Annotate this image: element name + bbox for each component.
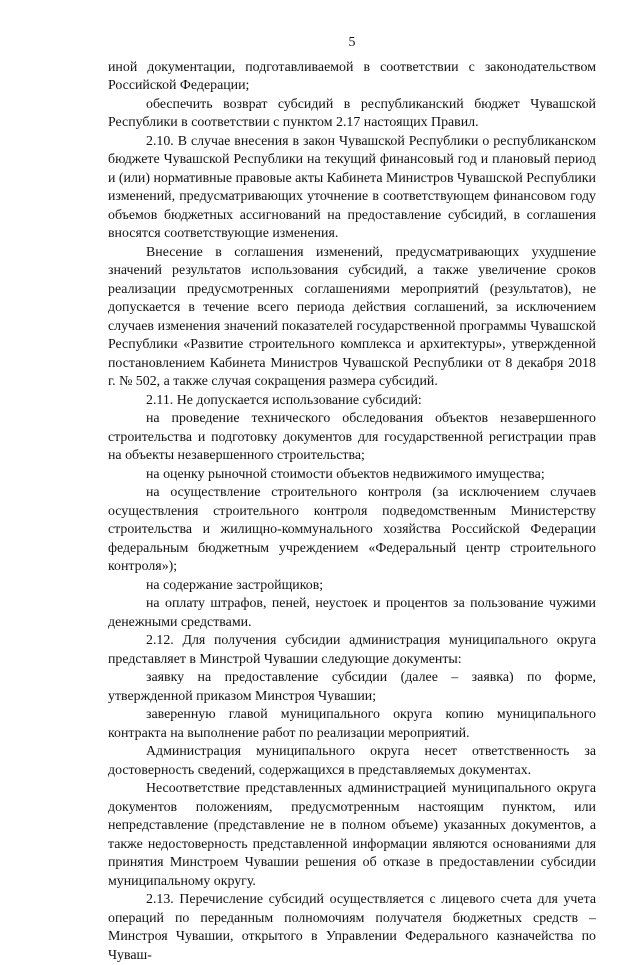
paragraph: 2.10. В случае внесения в закон Чувашской Республики о республиканском бюджете Чувашской Республики на текущий финансовый год и плановый период и (или) нормативные правовые акты Кабинета Министров Чувашской Республики изменений, предусматривающих уточнение в соответствующем финансовом году объемов бюджетных ассигнований на предоставление субсидий, в соглашения вносятся соответствующие изменения. bbox=[108, 133, 596, 244]
paragraph: заявку на предоставление субсидии (далее – заявка) по форме, утвержденной приказом Минстроя Чувашии; bbox=[108, 669, 596, 706]
paragraph: 2.11. Не допускается использование субсидий: bbox=[108, 392, 596, 411]
paragraph: Несоответствие представленных администрацией муниципального округа документов положениям, предусмотренным настоящим пунктом, или непредставление (представление не в полном объеме) указанных документов, а также недостоверность представленной информации являются основаниями для принятия Минстроем Чувашии решения об отказе в предоставлении субсидии муниципальному округу. bbox=[108, 780, 596, 891]
paragraph: заверенную главой муниципального округа копию муниципального контракта на выполнение работ по реализации мероприятий. bbox=[108, 706, 596, 743]
paragraph: обеспечить возврат субсидий в республиканский бюджет Чувашской Республики в соответствии с пунктом 2.17 настоящих Правил. bbox=[108, 96, 596, 133]
paragraph: на проведение технического обследования объектов незавершенного строительства и подготовку документов для государственной регистрации прав на объекты незавершенного строительства; bbox=[108, 410, 596, 466]
paragraph: 2.12. Для получения субсидии администрация муниципального округа представляет в Минстрой Чувашии следующие документы: bbox=[108, 632, 596, 669]
paragraph: иной документации, подготавливаемой в соответствии с законодательством Российской Федерации; bbox=[108, 59, 596, 96]
paragraph: на осуществление строительного контроля (за исключением случаев осуществления строительного контроля подведомственным Министерству строительства и жилищно-коммунального хозяйства Российской Федерации федеральным бюджетным учреждением «Федеральный центр строительного контроля»); bbox=[108, 484, 596, 577]
paragraph: Администрация муниципального округа несет ответственность за достоверность сведений, содержащихся в представляемых документах. bbox=[108, 743, 596, 780]
paragraph: на оплату штрафов, пеней, неустоек и процентов за пользование чужими денежными средствами. bbox=[108, 595, 596, 632]
paragraph: Внесение в соглашения изменений, предусматривающих ухудшение значений результатов использования субсидий, а также увеличение сроков реализации предусмотренных соглашениями мероприятий (результатов), не допускается в течение всего периода действия соглашений, за исключением случаев изменения значений показателей государственной программы Чувашской Республики «Развитие строительного комплекса и архитектуры», утвержденной постановлением Кабинета Министров Чувашской Республики от 8 декабря 2018 г. № 502, а также случая сокращения размера субсидий. bbox=[108, 244, 596, 392]
paragraph: 2.13. Перечисление субсидий осуществляется с лицевого счета для учета операций по переданным полномочиям получателя бюджетных средств – Минстроя Чувашии, открытого в Управлении Федерального казначейства по Чуваш- bbox=[108, 891, 596, 965]
paragraph: на оценку рыночной стоимости объектов недвижимого имущества; bbox=[108, 466, 596, 485]
page-number: 5 bbox=[108, 34, 596, 53]
document-body bbox=[108, 59, 596, 965]
paragraph: на содержание застройщиков; bbox=[108, 577, 596, 596]
